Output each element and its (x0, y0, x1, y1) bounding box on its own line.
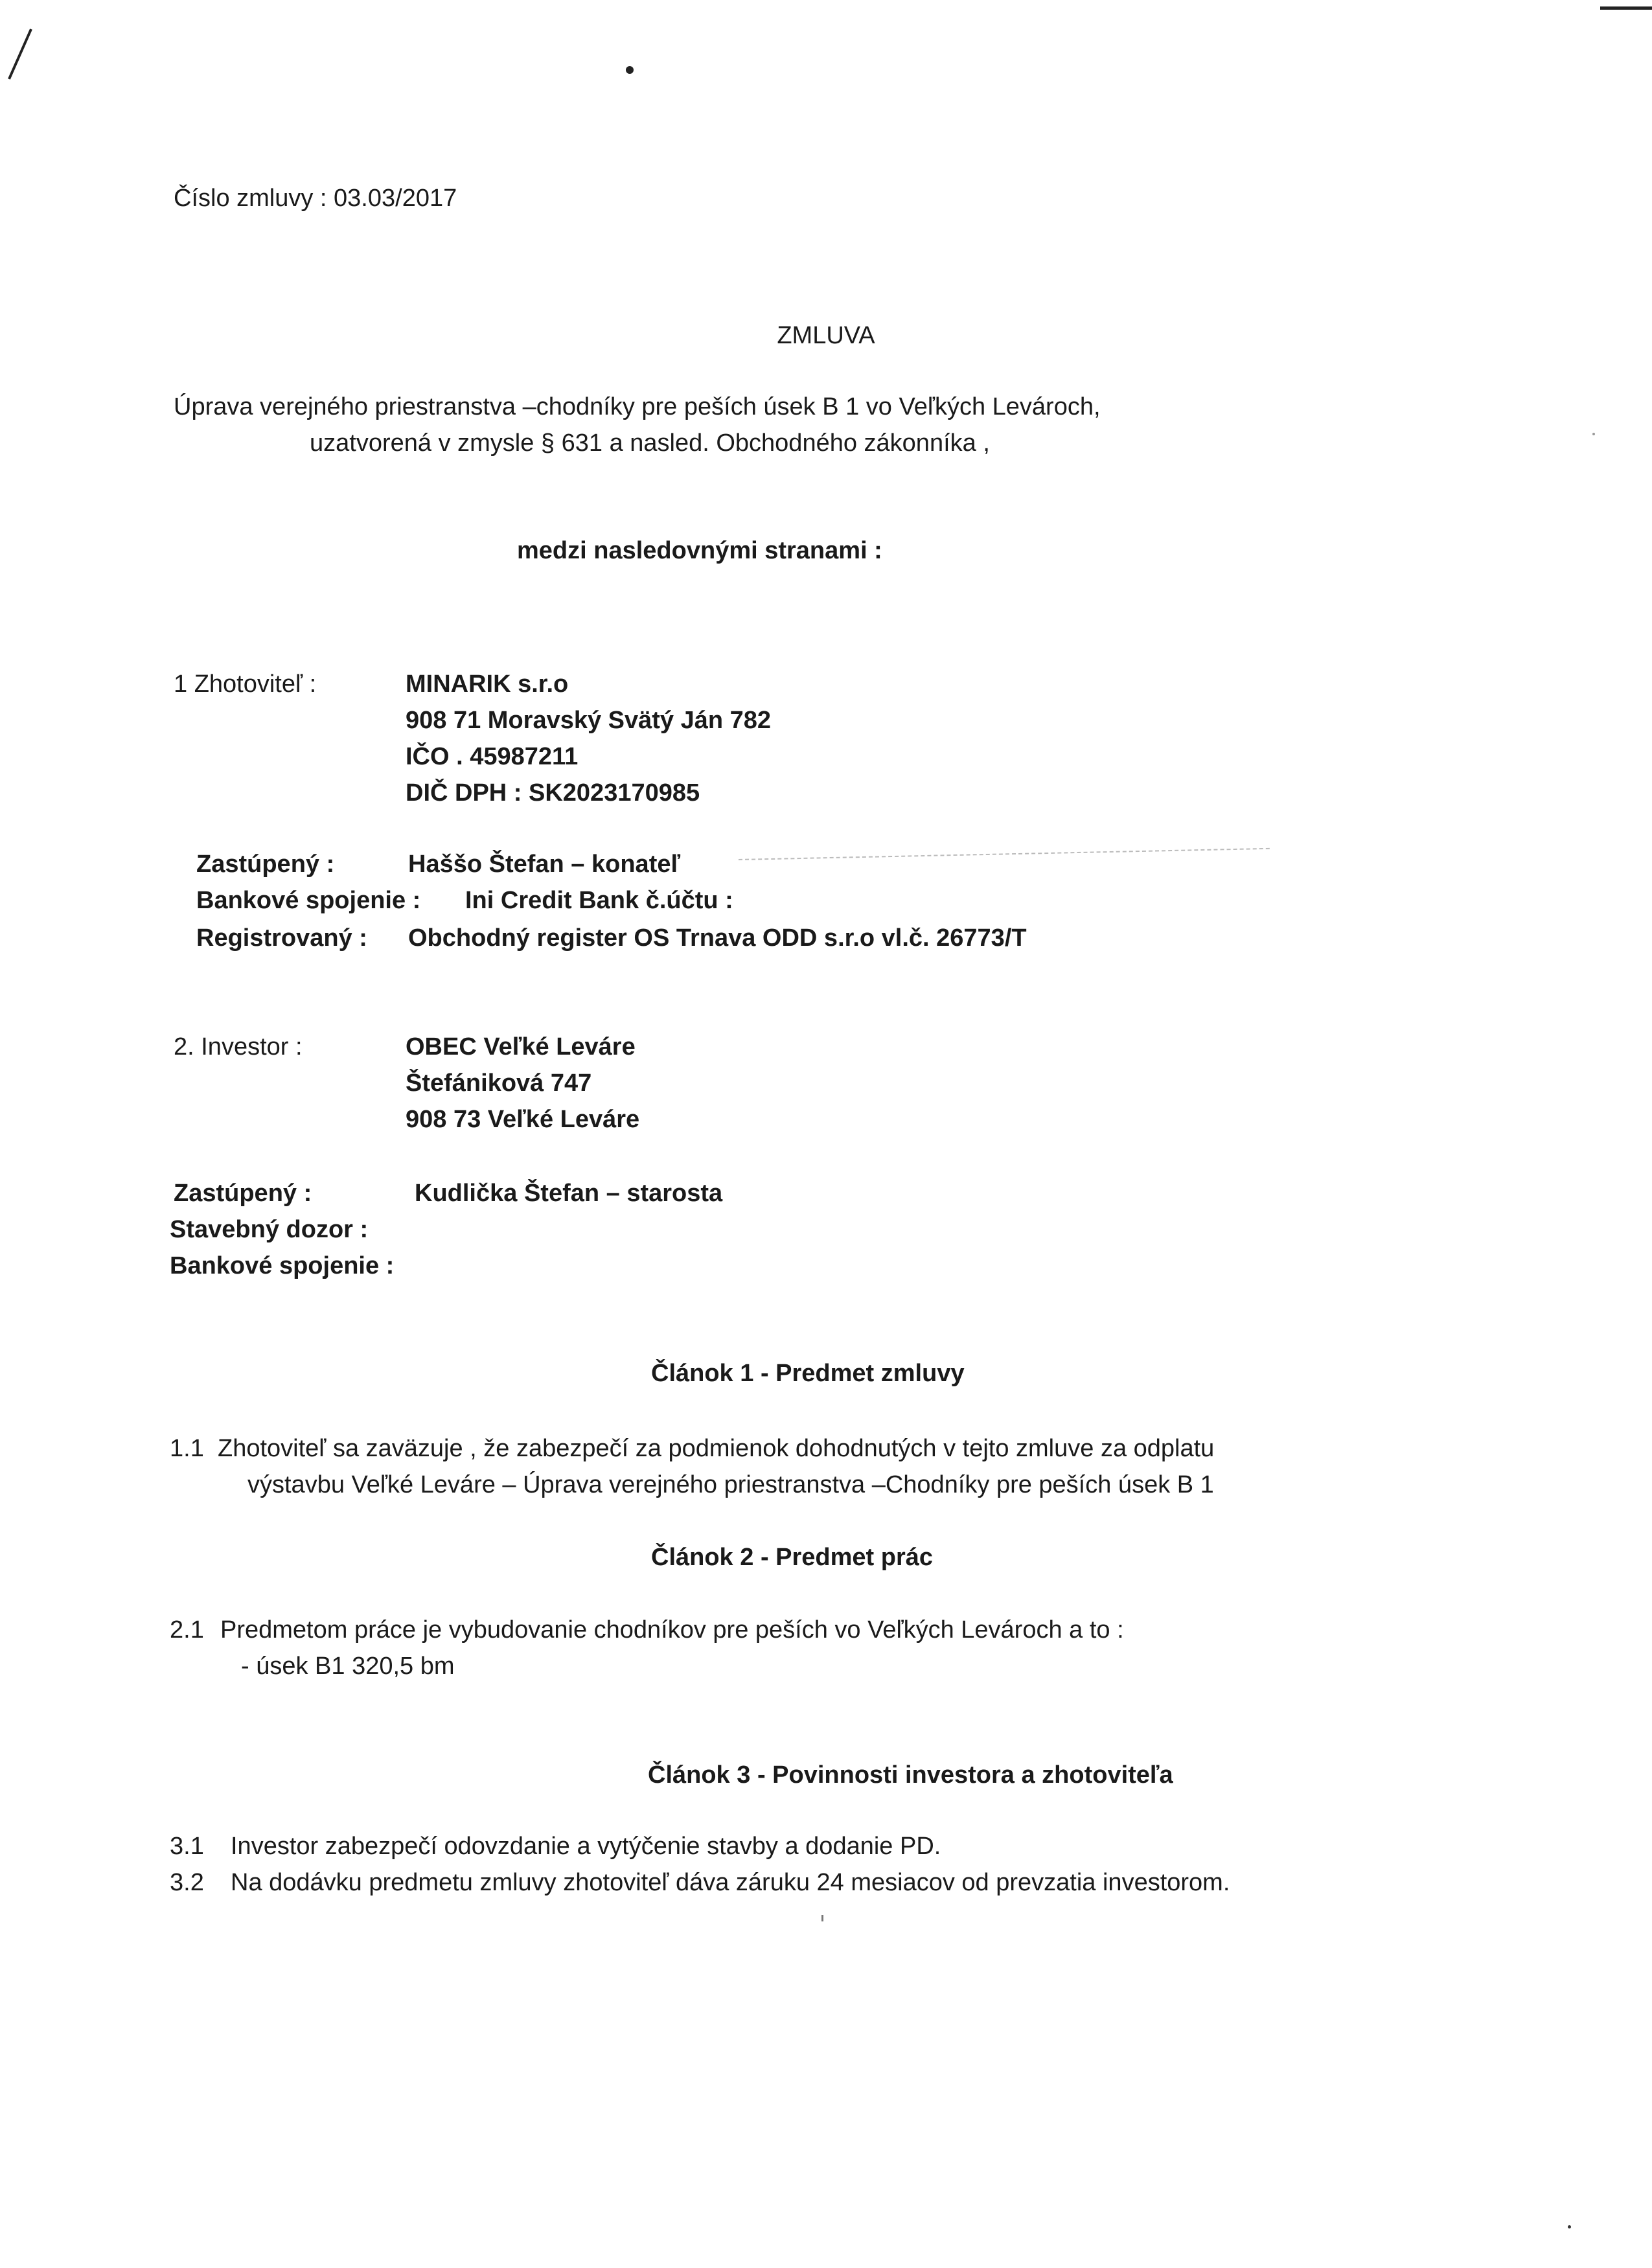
subject-line-1: Úprava verejného priestranstva –chodníky pre peších úsek B 1 vo Veľkých Levároch, (174, 393, 1101, 420)
scan-dash-line (739, 848, 1270, 860)
page-title: ZMLUVA (777, 322, 875, 349)
scan-mark-edge (1600, 6, 1652, 10)
scan-mark-slash (0, 26, 39, 84)
article-2-line-1: Predmetom práce je vybudovanie chodníkov pre peších vo Veľkých Levároch a to : (220, 1616, 1124, 1644)
contractor-bank-label: Bankové spojenie : (196, 887, 421, 914)
article-1-heading: Článok 1 - Predmet zmluvy (651, 1360, 965, 1387)
investor-city: 908 73 Veľké Leváre (406, 1106, 640, 1133)
contractor-name: MINARIK s.r.o (406, 670, 569, 698)
article-3-item-1-number: 3.1 (170, 1833, 204, 1860)
contractor-reg-value: Obchodný register OS Trnava ODD s.r.o vl.č. 26773/T (408, 924, 1027, 952)
contractor-address: 908 71 Moravský Svätý Ján 782 (406, 707, 772, 734)
contractor-bank-value: Ini Credit Bank č.účtu : (465, 887, 733, 914)
article-2-number: 2.1 (170, 1616, 204, 1644)
subject-line-2: uzatvorená v zmysle § 631 a nasled. Obchodného zákonníka , (310, 430, 990, 457)
investor-rep-label: Zastúpený : (174, 1180, 312, 1207)
investor-rep-value: Kudlička Štefan – starosta (415, 1180, 723, 1207)
scan-speck (1568, 2225, 1571, 2228)
contractor-label: 1 Zhotoviteľ : (174, 670, 317, 698)
article-3-item-2-number: 3.2 (170, 1869, 204, 1896)
contractor-dic: DIČ DPH : SK2023170985 (406, 779, 700, 807)
investor-name: OBEC Veľké Leváre (406, 1033, 636, 1060)
article-2-line-2: - úsek B1 320,5 bm (241, 1653, 455, 1680)
article-1-line-1: Zhotoviteľ sa zaväzuje , že zabezpečí za podmienok dohodnutých v tejto zmluve za odplatu (218, 1435, 1215, 1462)
article-3-heading: Článok 3 - Povinnosti investora a zhotoviteľa (648, 1761, 1173, 1789)
scan-speck (1592, 433, 1595, 435)
contract-number: Číslo zmluvy : 03.03/2017 (174, 185, 457, 212)
investor-bank-label: Bankové spojenie : (170, 1252, 395, 1279)
contractor-reg-label: Registrovaný : (196, 924, 367, 952)
parties-heading: medzi nasledovnými stranami : (517, 537, 882, 564)
article-1-number: 1.1 (170, 1435, 204, 1462)
scan-mark-dot (626, 66, 634, 74)
scan-speck (821, 1915, 823, 1921)
article-3-item-1: Investor zabezpečí odovzdanie a vytýčenie stavby a dodanie PD. (231, 1833, 941, 1860)
contractor-rep-value: Haššo Štefan – konateľ (408, 851, 681, 878)
article-1-line-2: výstavbu Veľké Leváre – Úprava verejného priestranstva –Chodníky pre peších úsek B 1 (247, 1471, 1214, 1498)
investor-label: 2. Investor : (174, 1033, 303, 1060)
article-2-heading: Článok 2 - Predmet prác (651, 1544, 934, 1571)
investor-street: Štefániková 747 (406, 1070, 592, 1097)
article-3-item-2: Na dodávku predmetu zmluvy zhotoviteľ dáva záruku 24 mesiacov od prevzatia investorom. (231, 1869, 1230, 1896)
investor-supervision-label: Stavebný dozor : (170, 1216, 369, 1243)
contractor-ico: IČO . 45987211 (406, 743, 579, 770)
contractor-rep-label: Zastúpený : (196, 851, 335, 878)
